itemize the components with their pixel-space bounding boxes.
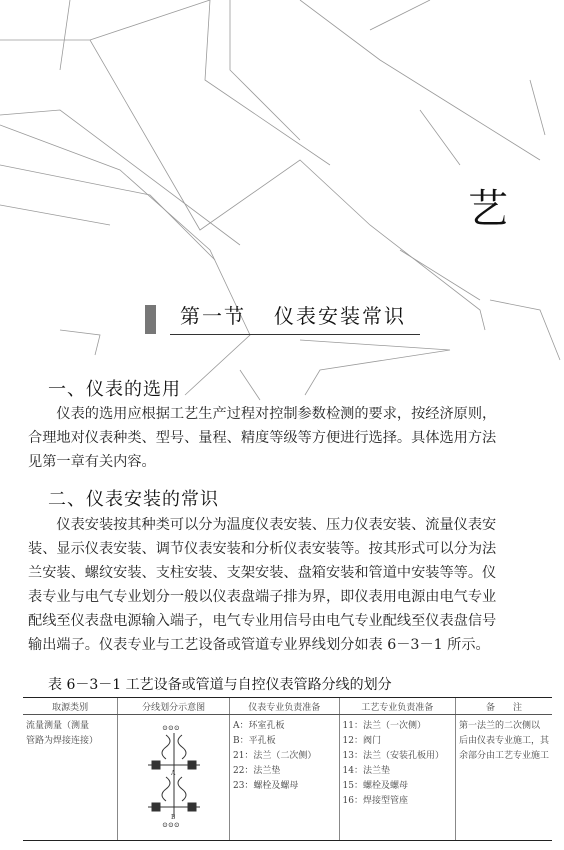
process-item: 14：法兰垫 [342, 766, 390, 776]
paragraph-selection [28, 402, 550, 474]
table-caption: 表 6－3－1 工艺设备或管道与自控仪表管路分线的划分 [48, 677, 392, 693]
column-header: 取源类别 [23, 698, 118, 715]
division-table [23, 697, 552, 841]
paragraph-installation [28, 513, 550, 657]
category-cell [23, 715, 118, 841]
process-item: 12：阀门 [342, 736, 381, 746]
section-number: 第一节 [180, 304, 246, 328]
process-item: 16：焊接型管座 [342, 796, 408, 806]
text-line: 仪表安装按其种类可以分为温度仪表安装、压力仪表安装、流量仪表安 [56, 517, 497, 533]
section-title [180, 300, 406, 329]
column-header: 分线划分示意图 [118, 698, 230, 715]
text-line: 输出端子。仪表专业与工艺设备或管道专业界线划分如表 6－3－1 所示。 [28, 637, 490, 653]
diagram-label-b: B [170, 814, 176, 821]
chapter-title-fragment: 艺 [468, 186, 508, 232]
table-header-row [23, 698, 552, 715]
text-line: 装、显示仪表安装、调节仪表安装和分析仪表安装等。按其形式可以分为法 [28, 541, 497, 557]
instrument-item: 21：法兰（二次侧） [232, 751, 317, 761]
column-header: 工艺专业负责准备 [339, 698, 455, 715]
text-line: 兰安装、螺纹安装、支柱安装、支架安装、盘箱安装和管道中安装等等。仪 [28, 565, 497, 581]
instrument-cell [229, 715, 339, 841]
column-header: 仪表专业负责准备 [229, 698, 339, 715]
process-item: 15：螺栓及螺母 [342, 781, 408, 791]
process-item: 13：法兰（安装孔板用） [342, 751, 444, 761]
table-row [23, 715, 552, 841]
remarks-cell [455, 715, 552, 841]
section-title-rule [170, 334, 420, 335]
diagram-bottom-marks: ⊙⊙⊙ [161, 821, 180, 829]
process-item: 11：法兰（一次侧） [342, 721, 426, 731]
text-line: 配线至仪表盘电源输入端子，电气专业用信号由电气专业配线至仪表盘信号 [28, 613, 497, 629]
remarks-line: 第一法兰的二次侧以 [458, 721, 540, 731]
instrument-item: B：平孔板 [232, 736, 276, 746]
category-line: 管路为焊接连接） [26, 736, 99, 746]
diagram-label-a: A [170, 770, 175, 777]
section-name: 仪表安装常识 [274, 304, 406, 328]
section-marker-bar [145, 305, 156, 334]
text-line: 表专业与电气专业划分一般以仪表盘端子排为界，即仪表用电源由电气专业 [28, 589, 497, 605]
instrument-item: 23：螺栓及螺母 [232, 781, 299, 791]
subsection-heading-installation: 二、仪表安装的常识 [48, 489, 219, 510]
text-line: 合理地对仪表种类、型号、量程、精度等级等方便进行选择。具体选用方法 [28, 430, 497, 446]
column-header: 备 注 [455, 698, 552, 715]
text-line: 仪表的选用应根据工艺生产过程对控制参数检测的要求，按经济原则， [56, 406, 497, 422]
flange-diagram [144, 721, 204, 829]
diagram-top-marks: ⊙⊙⊙ [161, 724, 180, 732]
subsection-heading-selection: 一、仪表的选用 [48, 379, 181, 400]
text-line: 见第一章有关内容。 [28, 454, 156, 470]
process-cell [339, 715, 455, 841]
diagram-cell [118, 715, 230, 841]
remarks-line: 余部分由工艺专业施工 [458, 751, 549, 761]
remarks-line: 后由仪表专业施工，其 [458, 736, 549, 746]
instrument-item: 22：法兰垫 [232, 766, 281, 776]
category-line: 流量测量（测量 [26, 721, 90, 731]
instrument-item: A：环室孔板 [232, 721, 285, 731]
